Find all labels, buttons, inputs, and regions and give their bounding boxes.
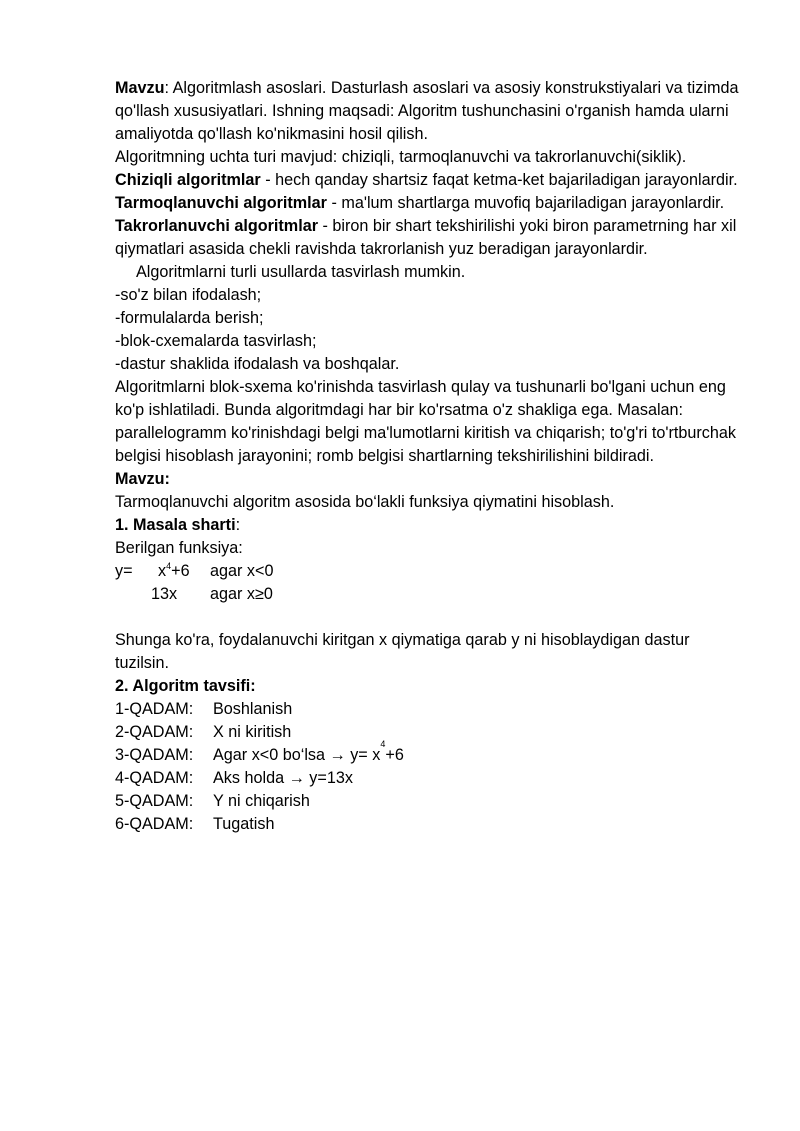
algorithm-step: 5-QADAM: Y ni chiqarish (115, 792, 310, 810)
condition-heading: 1. Masala sharti: (115, 516, 241, 534)
branching-label: Tarmoqlanuvchi algoritmlar (115, 194, 327, 212)
requirement-paragraph: Shunga ko'ra, foydalanuvchi kiritgan x qiymatiga qarab y ni hisoblaydigan dastur tuzilsin. (115, 631, 690, 672)
topic-label: Mavzu (115, 79, 165, 97)
algorithm-step: 6-QADAM: Tugatish (115, 815, 275, 833)
linear-definition (115, 169, 745, 192)
given-label: Berilgan funksiya: (115, 539, 243, 557)
topic-text: : Algoritmlash asoslari. Dasturlash asoslari va asosiy konstrukstiyalari va tizimda qo'llash xususiyatlari. Ishning maqsadi: Algoritm tushunchasini o'rganish hamda ularni amaliyotda qo'llash ko'nikmasini hosil qilish. (115, 79, 739, 143)
function-cond-1: agar x<0 (210, 562, 274, 580)
algorithm-step: 3-QADAM: Agar x<0 bo‘lsa → y= x 4 +6 (115, 739, 404, 764)
loop-text: - biron bir shart tekshirilishi yoki biron parametrning har xil qiymatlari asasida chekli ravishda takrorlanish yuz beradigan jarayonlardir. (115, 217, 737, 258)
method-item: -dastur shaklida ifodalash va boshqalar. (115, 355, 400, 373)
method-item: -formulalarda berish; (115, 309, 264, 327)
algorithm-heading: 2. Algoritm tavsifi: (115, 677, 256, 695)
topic-paragraph (115, 77, 745, 146)
function-row-1 (115, 560, 745, 583)
loop-definition (115, 215, 745, 261)
algorithm-step: 2-QADAM: X ni kiritish (115, 723, 292, 741)
function-expr-1: $x^4+6$ (158, 561, 190, 580)
branching-definition (115, 192, 745, 215)
flowchart-paragraph: Algoritmlarni blok-sxema ko'rinishda tasvirlash qulay va tushunarli bo'lgani uchun eng ko'p ishlatiladi. Bunda algoritmdagi har bir ko'rsatma o'z shakliga ega. Masalan: parallelogramm ko'rinishdagi belgi ma'lumotlarni kiritish va chiqarish; to'g'ri to'rtburchak belgisi hisoblash jarayonini; romb belgisi shartlarning tekshirilishini bildiradi. (115, 378, 736, 465)
loop-label: Takrorlanuvchi algoritmlar (115, 217, 318, 235)
method-item: -so'z bilan ifodalash; (115, 286, 262, 304)
function-expr-2: 13x (151, 585, 178, 603)
function-cond-2: agar x≥0 (210, 585, 273, 603)
linear-label: Chiziqli algoritmlar (115, 171, 261, 189)
linear-text: - hech qanday shartsiz faqat ketma-ket bajariladigan jarayonlardir. (260, 171, 738, 189)
algorithm-step: 4-QADAM: Aks holda → y=13x (115, 769, 353, 787)
document-page (115, 77, 745, 836)
branching-text: - ma'lum shartlarga muvofiq bajariladigan jarayonlardir. (326, 194, 725, 212)
method-item: -blok-cxemalarda tasvirlash; (115, 332, 317, 350)
types-sentence: Algoritmning uchta turi mavjud: chiziqli, tarmoqlanuvchi va takrorlanuvchi(siklik). (115, 148, 687, 166)
function-lhs: y= (115, 562, 133, 580)
task-topic-label: Mavzu: (115, 470, 170, 488)
methods-intro: Algoritmlarni turli usullarda tasvirlash mumkin. (136, 263, 466, 281)
algorithm-step: 1-QADAM: Boshlanish (115, 700, 293, 718)
function-row-2 (115, 583, 745, 606)
task-topic-text: Tarmoqlanuvchi algoritm asosida bo‘lakli funksiya qiymatini hisoblash. (115, 493, 615, 511)
